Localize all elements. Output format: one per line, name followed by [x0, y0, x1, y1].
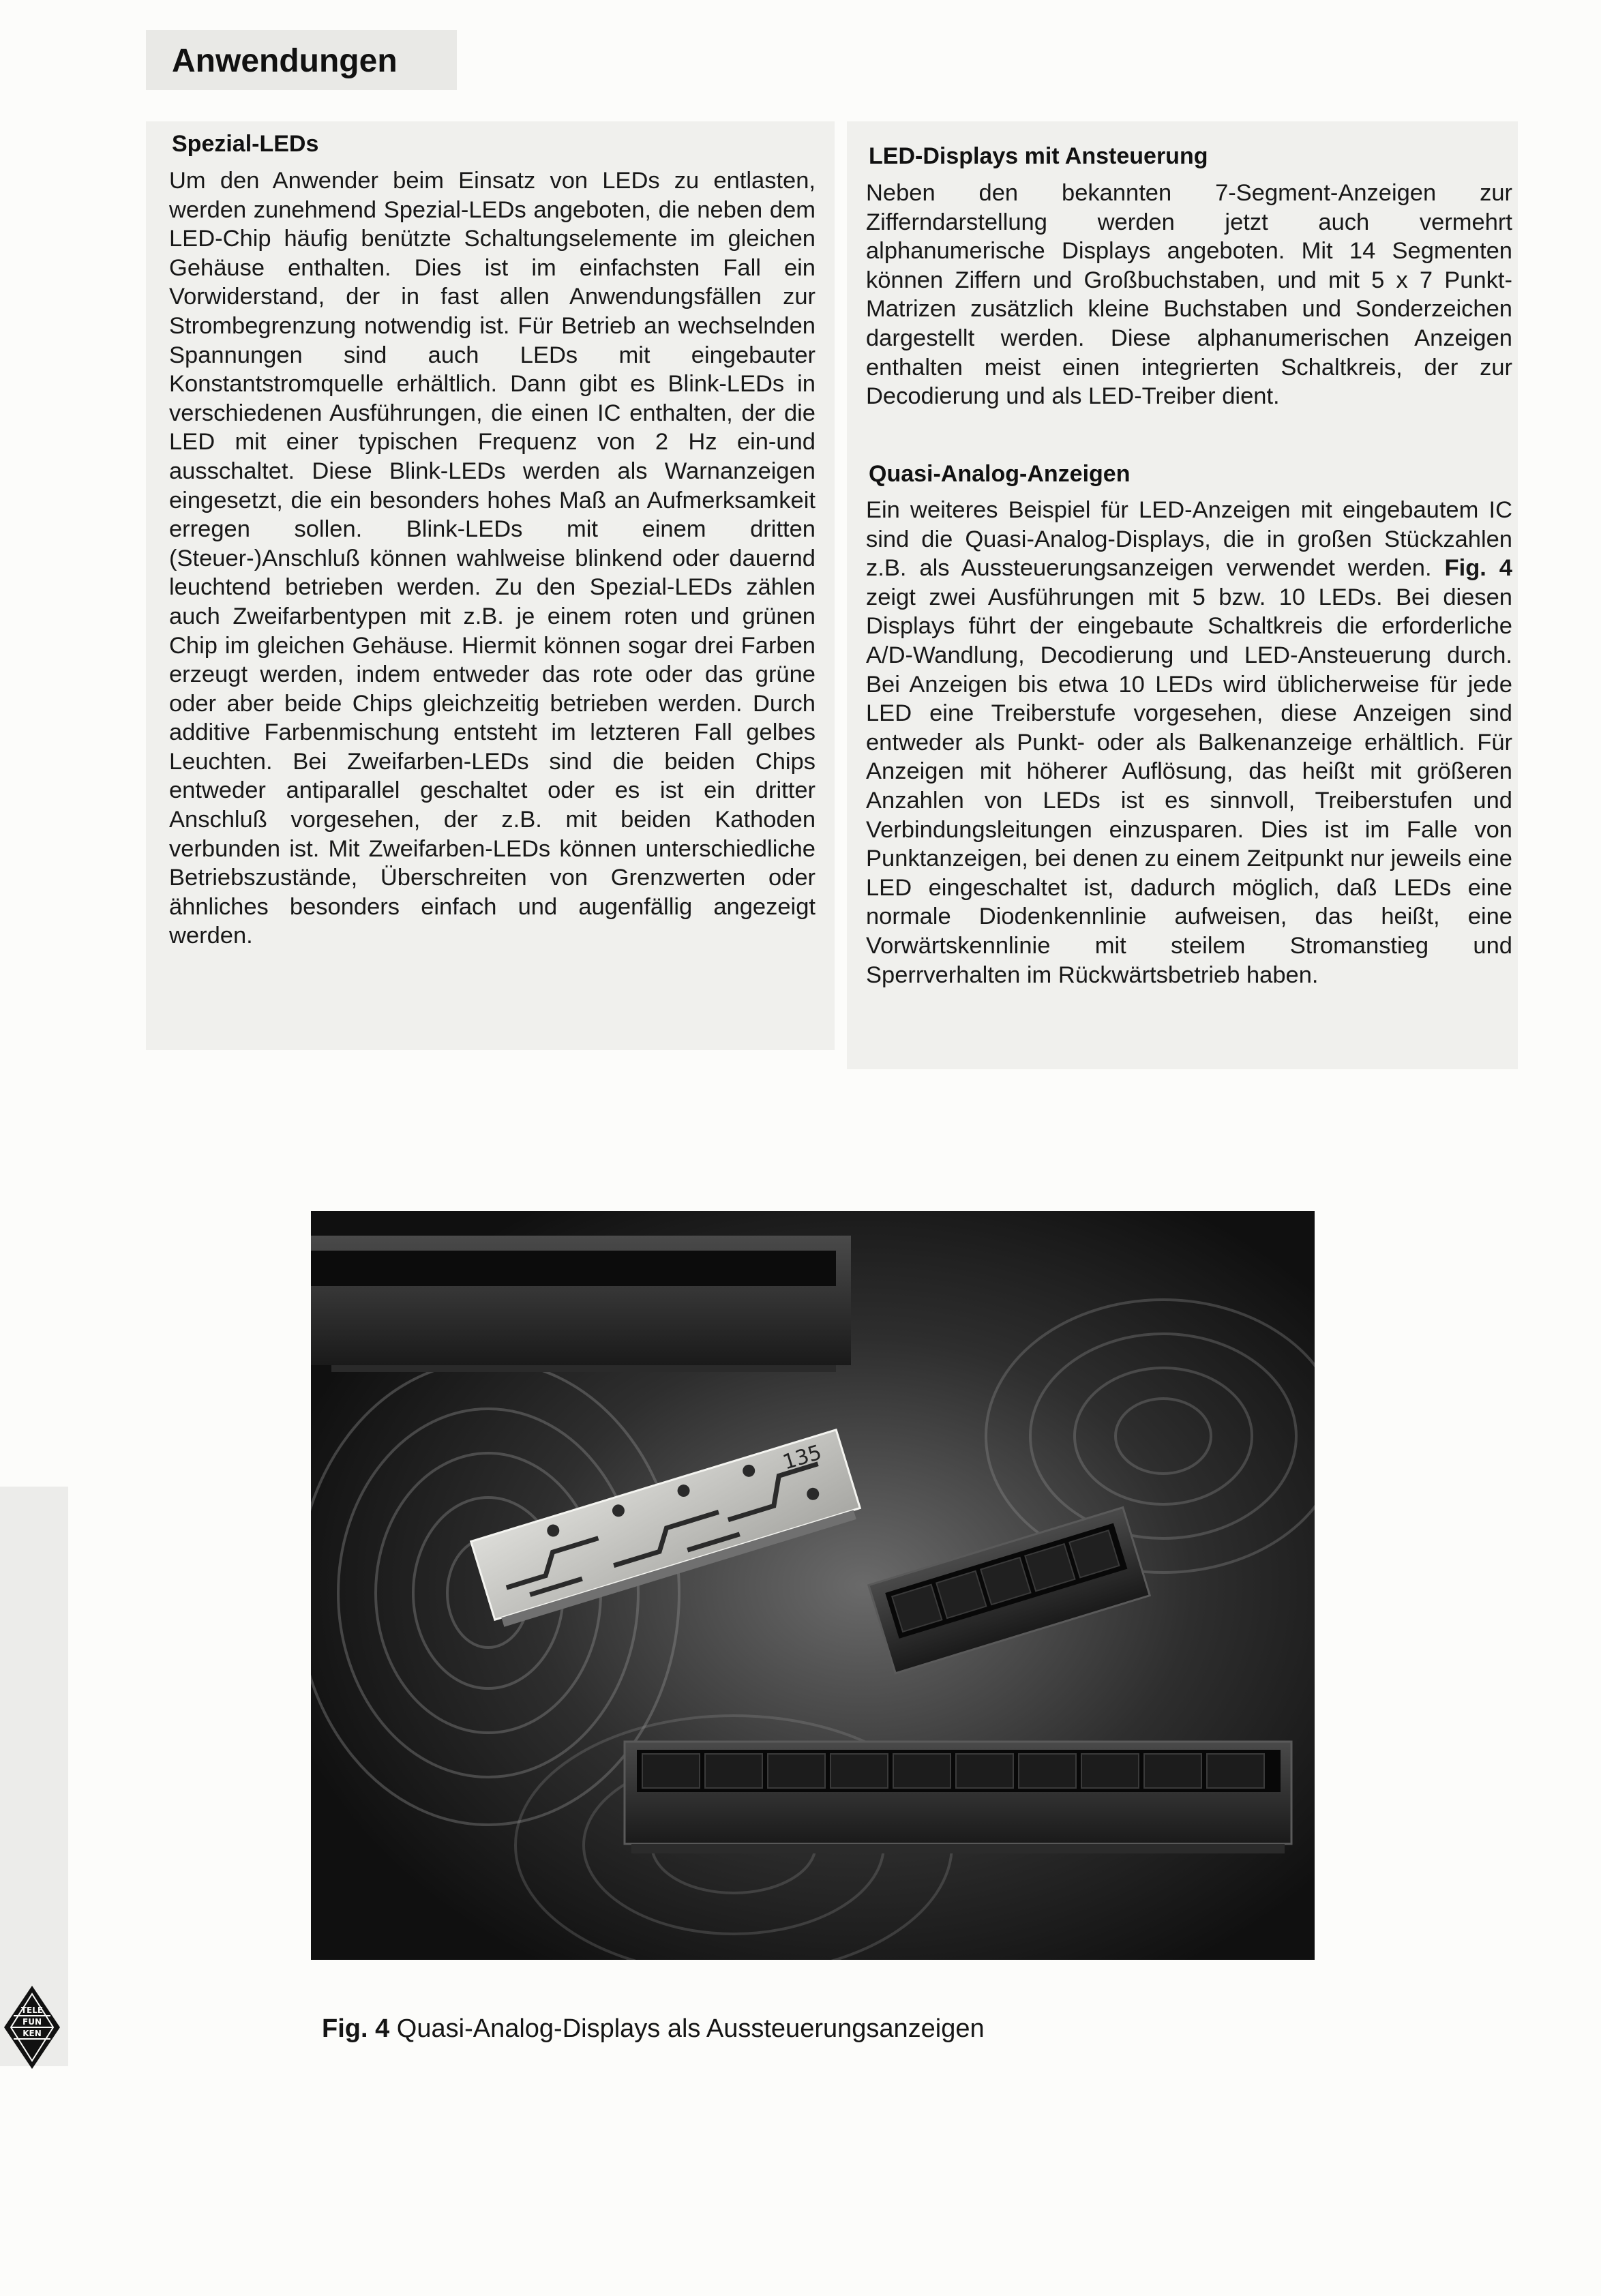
- section-heading-spezial-leds: Spezial-LEDs: [172, 131, 319, 157]
- logo-line-3: KEN: [23, 2029, 42, 2038]
- section-heading-led-displays: LED-Displays mit Ansteuerung: [869, 143, 1208, 169]
- figure-caption: [322, 2014, 985, 2044]
- figure-label: Fig. 4: [322, 2014, 390, 2043]
- logo-line-1: TELE: [20, 2006, 44, 2015]
- quasi-analog-paragraph: [866, 496, 1512, 989]
- quasi-analog-text-end: zeigt zwei Ausführungen mit 5 bzw. 10 LEDs. Bei diesen Displays führt der eingebaute Schaltkreis die erforderliche A/D-Wandlung, Decodierung und LED-Ansteuerung durch. Bei Anzeigen bis etwa 10 LEDs wird üblicherweise für jede LED eine Treiberstufe vorgesehen, diese Anzeigen sind entweder als Punkt- oder als Balkenanzeige erhältlich. Für Anzeigen mit höherer Auflösung, das heißt mit größeren Anzahlen von LEDs ist es sinnvoll, Treiberstufen und Verbindungsleitungen einzusparen. Dies ist im Falle von Punktanzeigen, bei denen zu einem Zeitpunkt nur jeweils eine LED eingeschaltet ist, dadurch möglich, daß LEDs eine normale Diodenkennlinie aufweisen, das heißt, eine Vorwärtskennlinie mit steilem Stromanstieg und Sperrverhalten im Rückwärtsbetrieb haben.: [866, 584, 1512, 988]
- product-photo: [311, 1211, 1315, 1960]
- spezial-leds-paragraph: Um den Anwender beim Einsatz von LEDs zu entlasten, werden zunehmend Spezial-LEDs angeboten, die neben dem LED-Chip häufig benützte Schaltungselemente im gleichen Gehäuse enthalten. Dies ist im einfachsten Fall ein Vorwiderstand, der in fast allen Anwendungsfällen zur Strombegrenzung notwendig ist. Für Betrieb an wechselnden Spannungen sind auch LEDs mit eingebauter Konstantstromquelle erhältlich. Dann gibt es Blink-LEDs in verschiedenen Ausführungen, die einen IC enthalten, der die LED mit einer typischen Frequenz von 2 Hz ein-und ausschaltet. Diese Blink-LEDs werden als Warnanzeigen eingesetzt, die ein besonders hohes Maß an Aufmerksamkeit erregen sollen. Blink-LEDs mit einem dritten (Steuer-)Anschluß können wahlweise blinkend oder dauernd leuchtend betrieben werden. Zu den Spezial-LEDs zählen auch Zweifarbentypen mit z.B. je einem roten und grünen Chip im gleichen Gehäuse. Hiermit können sogar drei Farben erzeugt werden, indem entweder das rote oder das grüne oder aber beide Chips gleichzeitig betrieben werden. Durch additive Farbenmischung entsteht im letzteren Fall gelbes Leuchten. Bei Zweifarben-LEDs sind die beiden Chips entweder antiparallel geschaltet oder es ist ein dritter Anschluß vorgesehen, der z.B. mit beiden Kathoden verbunden ist. Mit Zweifarben-LEDs können unterschiedliche Betriebszustände, Überschreiten von Grenzwerten oder ähnliches besonders einfach und augenfällig angezeigt werden.: [169, 168, 816, 949]
- display-top-left: [311, 1236, 851, 1372]
- logo-line-2: FUN: [23, 2017, 42, 2027]
- display-10-segment: [625, 1742, 1291, 1853]
- section-heading-quasi-analog: Quasi-Analog-Anzeigen: [869, 461, 1131, 487]
- telefunken-logo-icon: [1, 1983, 63, 2072]
- led-displays-paragraph: Neben den bekannten 7-Segment-Anzeigen zur Zifferndarstellung werden jetzt auch vermehrt alphanumerische Displays angeboten. Mit 14 Segmenten können Ziffern und Großbuchstaben, und mit 5 x 7 Punkt-Matrizen zusätzlich kleine Buchstaben und Sonderzeichen dargestellt werden. Diese alphanumerischen Anzeigen enthalten meist einen integrierten Schaltkreis, der zur Decodierung und als LED-Treiber dient.: [866, 180, 1512, 410]
- figure-caption-text: Quasi-Analog-Displays als Aussteuerungsanzeigen: [396, 2014, 985, 2043]
- board-marking: 135: [780, 1440, 825, 1475]
- photo-graphic: [311, 1211, 1315, 1960]
- figure-reference: Fig. 4: [1444, 555, 1512, 582]
- quasi-analog-text-start: Ein weiteres Beispiel für LED-Anzeigen mit eingebautem IC sind die Quasi-Analog-Displays, die in großen Stückzahlen z.B. als Aussteuerungsanzeigen verwendet werden.: [866, 497, 1512, 582]
- telefunken-logo: [1, 1983, 63, 2072]
- scan-margin-strip: [0, 1487, 68, 2066]
- page-title: Anwendungen: [172, 43, 398, 79]
